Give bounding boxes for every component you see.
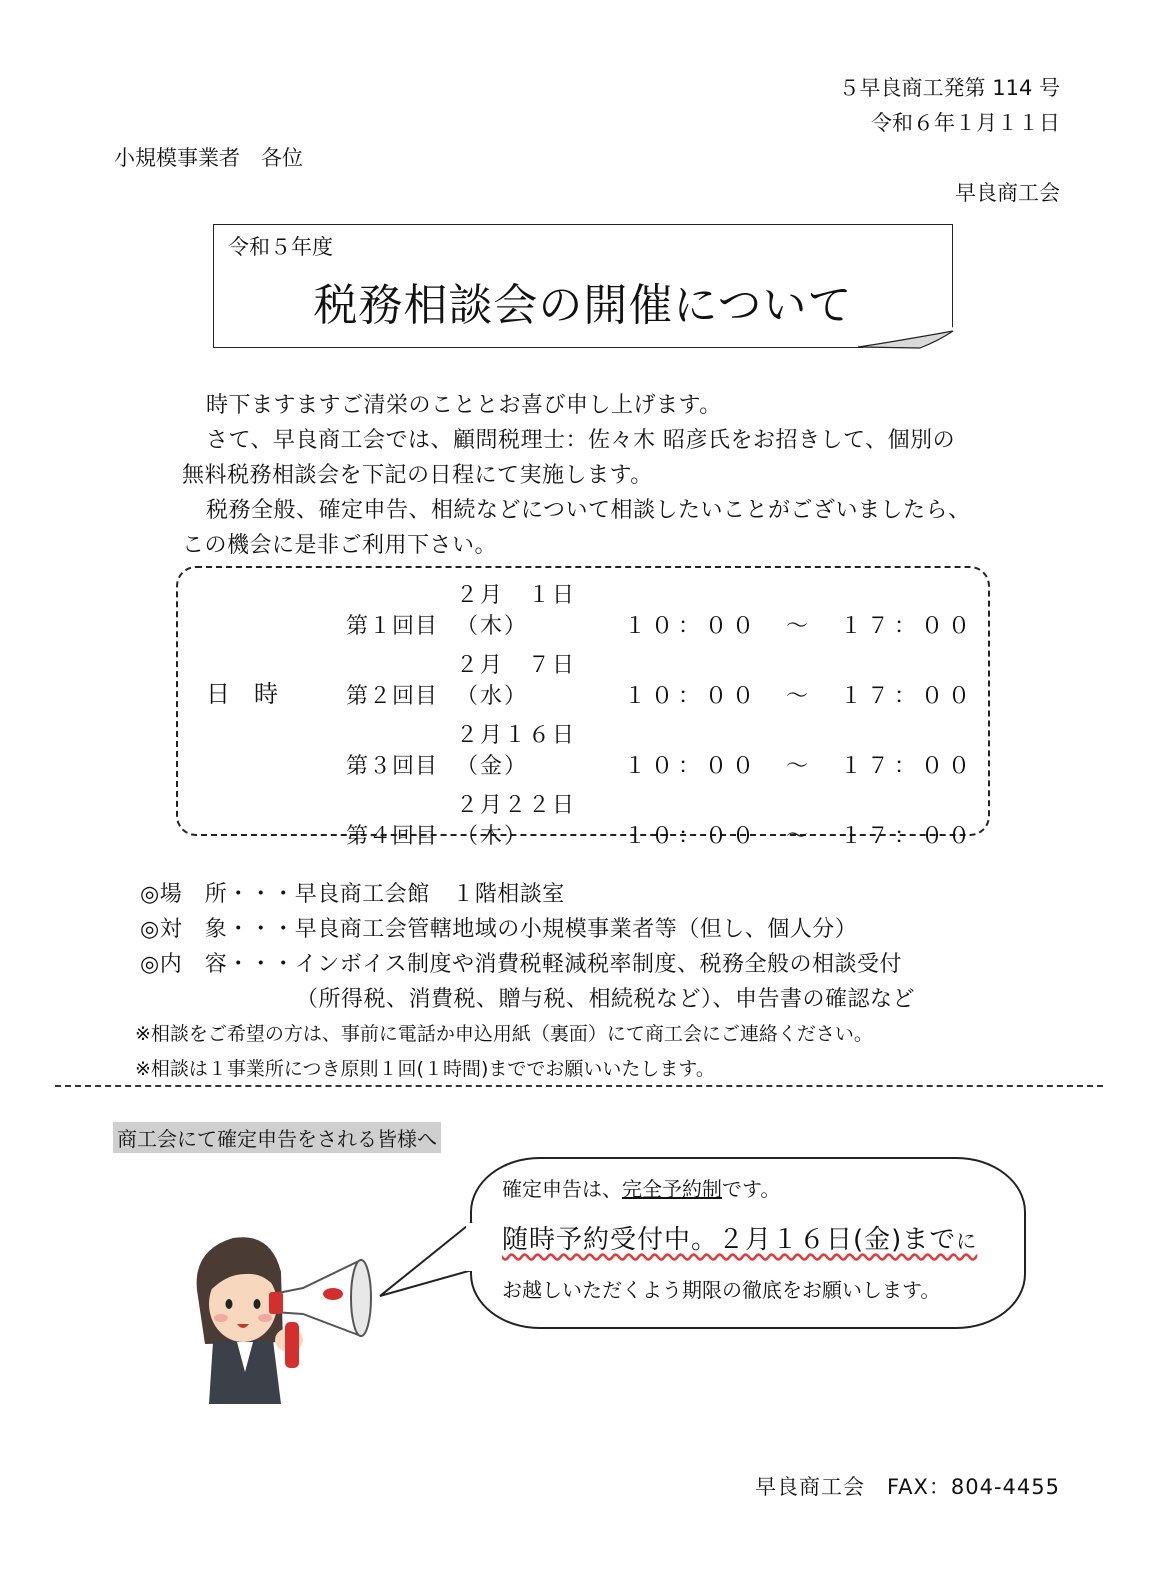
note-2: ※相談は１事業所につき原則１回(１時間)まででお願いいたします。 bbox=[135, 1058, 715, 1080]
schedule-number: 第３回目 bbox=[346, 754, 439, 779]
schedule-date: ２月 ７日（水） bbox=[456, 653, 577, 709]
document-date: 令和６年１月１１日 bbox=[871, 111, 1060, 135]
notice-label: 商工会にて確定申告をされる皆様へ bbox=[113, 1122, 441, 1153]
sender: 早良商工会 bbox=[955, 181, 1060, 205]
schedule-time: １０：００ ～ １７：００ bbox=[624, 614, 976, 639]
cut-line-divider bbox=[55, 1085, 1103, 1087]
page-curl-decoration bbox=[858, 327, 954, 349]
notice-line-1 bbox=[502, 1173, 780, 1202]
speech-bubble-tail bbox=[378, 1220, 478, 1300]
title-box bbox=[213, 224, 953, 348]
schedule-date: ２月 １日（木） bbox=[456, 583, 577, 639]
schedule-row bbox=[346, 648, 975, 710]
notice-text: です。 bbox=[722, 1177, 781, 1201]
info-content-continued: （所得税、消費税、贈与税、相続税など）、申告書の確認など bbox=[296, 987, 916, 1012]
schedule-box bbox=[176, 566, 990, 849]
info-target: ◎対 象・・・早良商工会管轄地域の小規模事業者等（但し、個人分） bbox=[140, 917, 858, 942]
info-place: ◎場 所・・・早良商工会館 １階相談室 bbox=[140, 882, 565, 907]
notice-line-3: お越しいただくよう期限の徹底をお願いします。 bbox=[502, 1278, 941, 1302]
notice-emphasis: 完全予約制 bbox=[622, 1177, 722, 1201]
tail-join-mask bbox=[466, 1223, 474, 1271]
schedule-label: 日時 bbox=[206, 680, 302, 708]
body-line-2: さて、早良商工会では、顧問税理士：佐々木 昭彦氏をお招きして、個別の bbox=[206, 428, 956, 453]
schedule-row bbox=[346, 718, 975, 780]
schedule-number: 第１回目 bbox=[346, 614, 439, 639]
body-line-4: 税務全般、確定申告、相続などについて相談したいことがございましたら、 bbox=[206, 498, 971, 523]
schedule-row bbox=[346, 578, 975, 640]
page-title: 税務相談会の開催について bbox=[313, 280, 853, 331]
title-year: 令和５年度 bbox=[228, 235, 333, 259]
schedule-date: ２月１６日（金） bbox=[456, 723, 577, 779]
notice-deadline: 随時予約受付中。２月１６日(金)まで bbox=[502, 1225, 957, 1255]
recipient: 小規模事業者 各位 bbox=[114, 146, 303, 170]
notice-text: 確定申告は、 bbox=[502, 1177, 622, 1201]
speech-bubble bbox=[470, 1157, 1026, 1329]
notice-line-2 bbox=[502, 1219, 977, 1256]
document-number: ５早良商工発第 114 号 bbox=[838, 76, 1060, 100]
info-content: ◎内 容・・・インボイス制度や消費税軽減税率制度、税務全般の相談受付 bbox=[140, 952, 902, 977]
footer-contact: 早良商工会 FAX：804-4455 bbox=[754, 1475, 1060, 1499]
body-line-1: 時下ますますご清栄のこととお喜び申し上げます。 bbox=[206, 393, 722, 418]
schedule-time: １０：００ ～ １７：００ bbox=[624, 824, 976, 849]
schedule-row bbox=[346, 788, 975, 850]
schedule-time: １０：００ ～ １７：００ bbox=[624, 684, 976, 709]
schedule-number: 第２回目 bbox=[346, 684, 439, 709]
note-1: ※相談をご希望の方は、事前に電話か申込用紙（裏面）にて商工会にご連絡ください。 bbox=[135, 1023, 873, 1045]
body-line-5: この機会に是非ご利用下さい。 bbox=[182, 533, 498, 558]
schedule-time: １０：００ ～ １７：００ bbox=[624, 754, 976, 779]
body-line-3: 無料税務相談会を下記の日程にて実施します。 bbox=[182, 463, 653, 488]
megaphone-person-illustration bbox=[185, 1232, 375, 1404]
notice-text: に bbox=[956, 1229, 978, 1253]
schedule-number: 第４回目 bbox=[346, 824, 439, 849]
schedule-date: ２月２２日（木） bbox=[456, 793, 577, 849]
